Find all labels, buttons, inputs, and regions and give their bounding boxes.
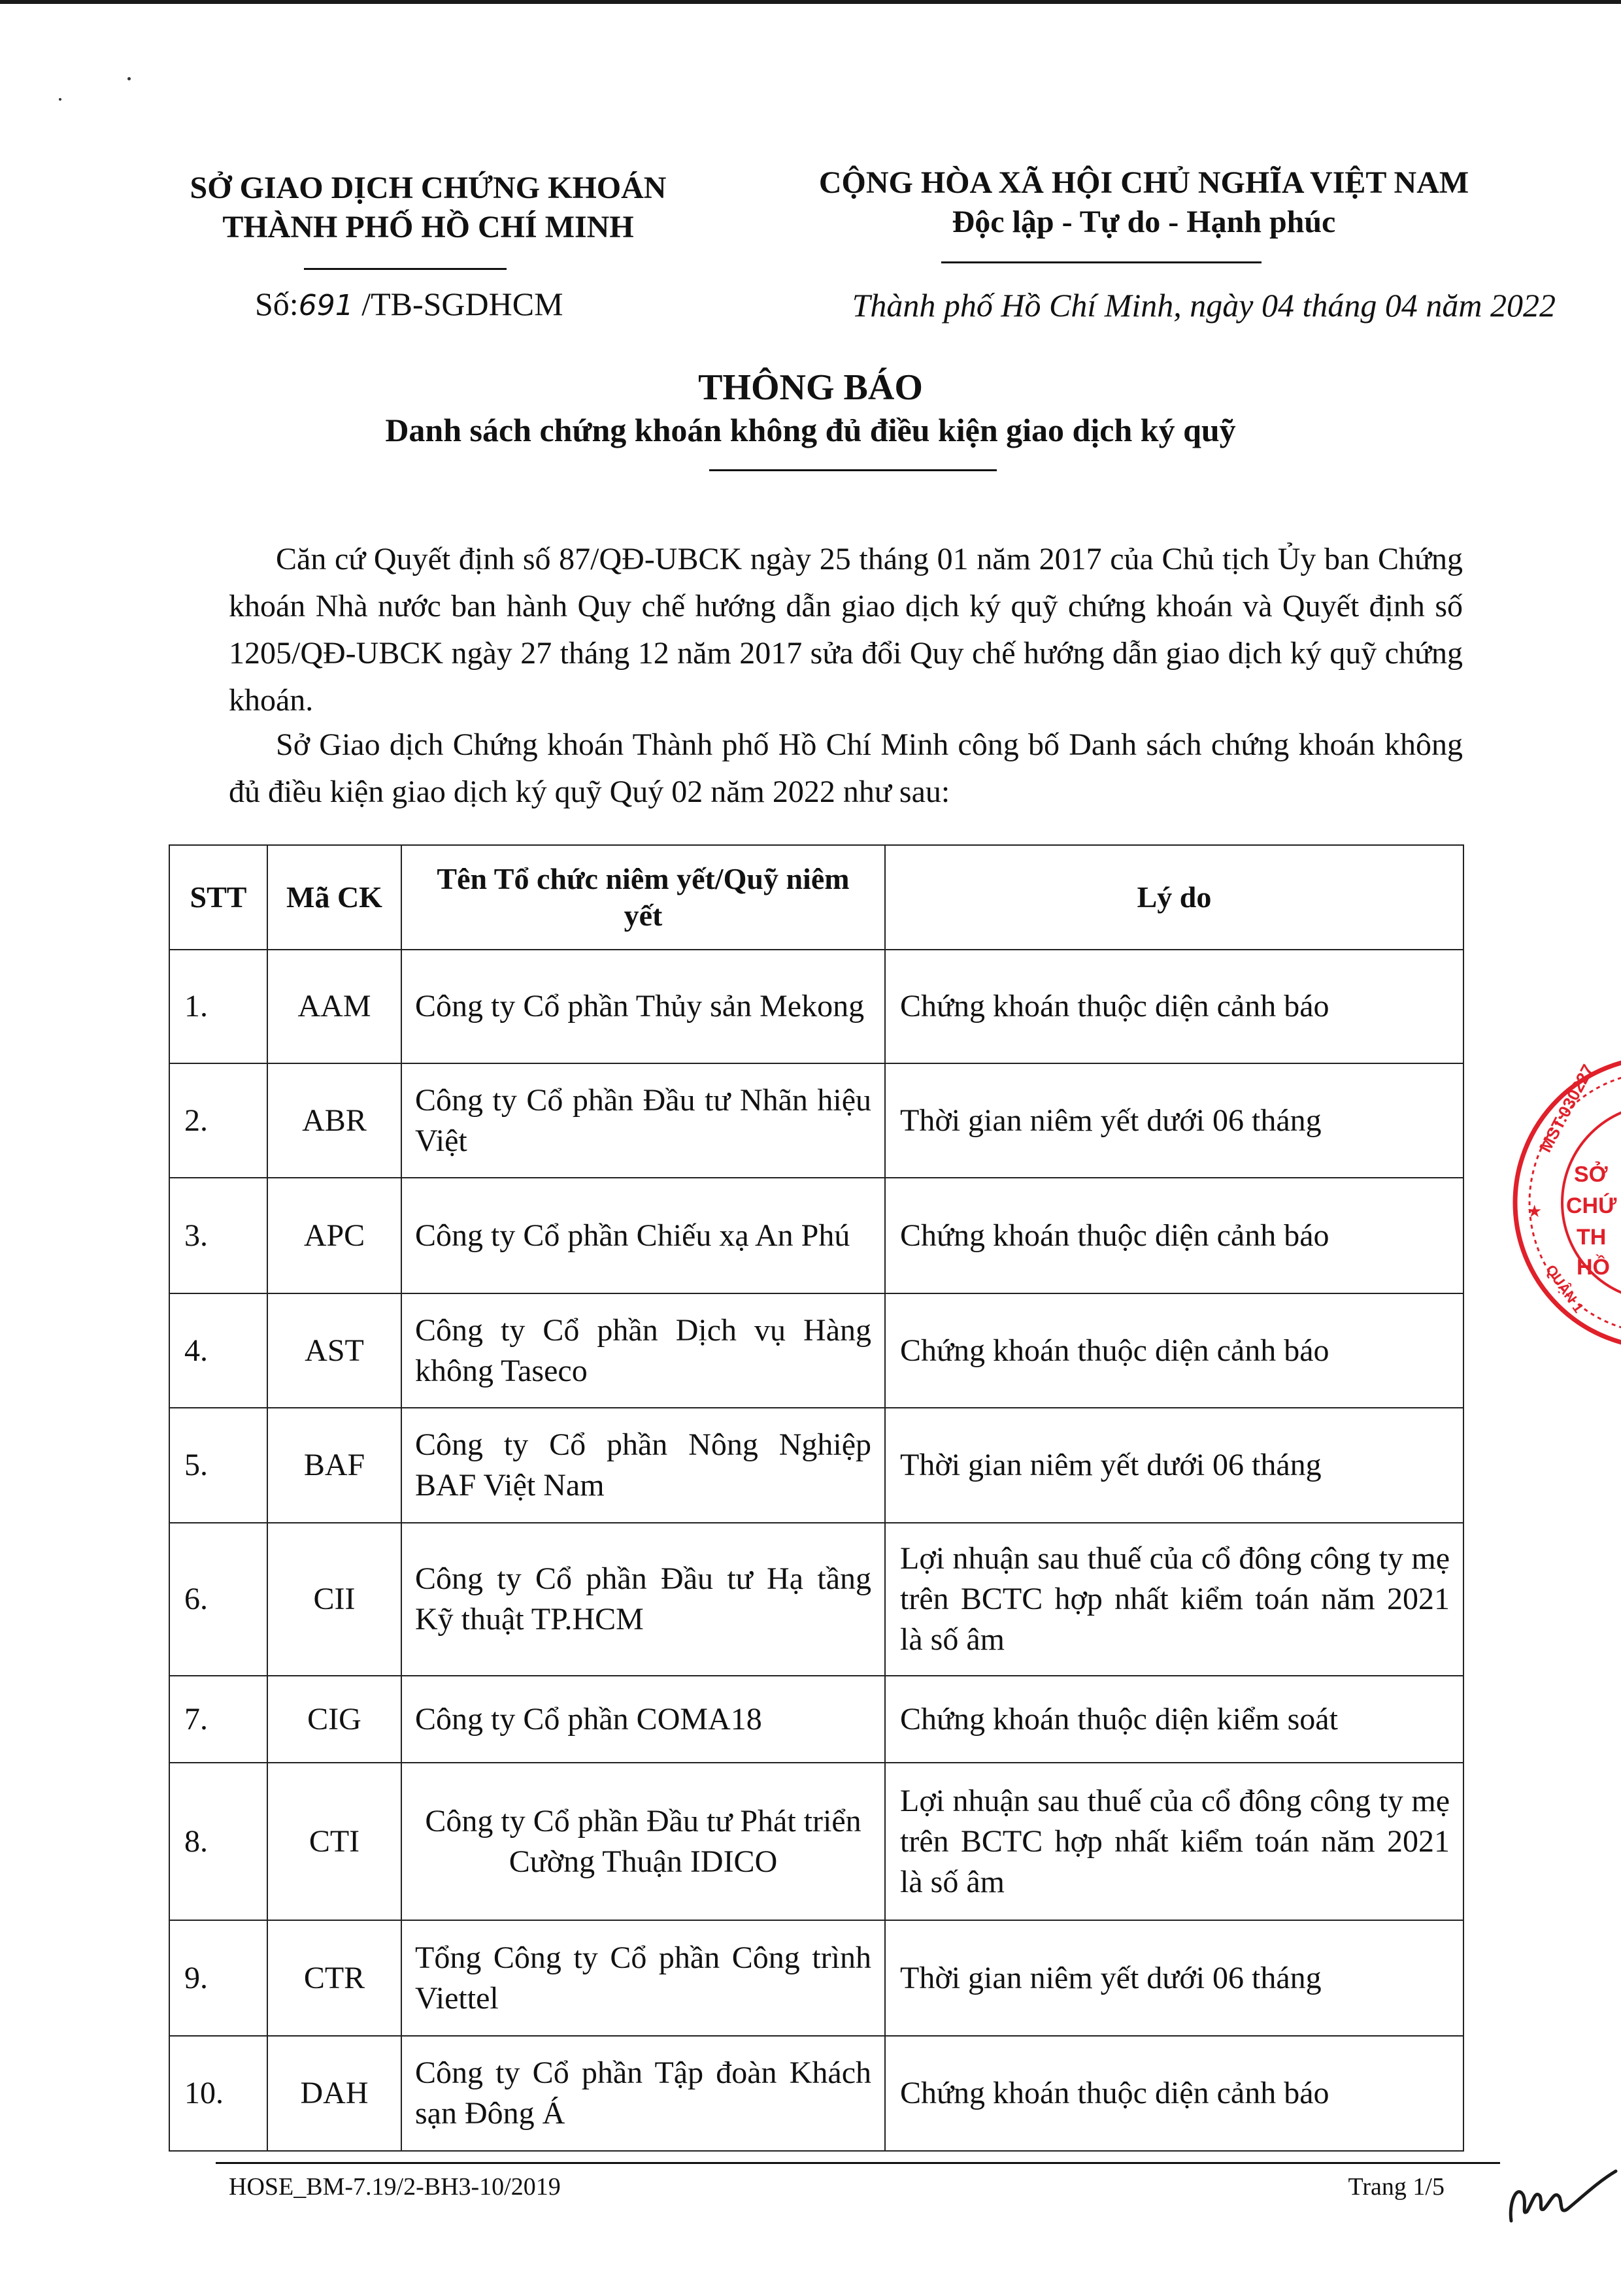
cell-stt: 7. [169, 1676, 267, 1763]
nation-line-2: Độc lập - Tự do - Hạnh phúc [952, 205, 1336, 239]
seal-inner-text-1: SỞ [1574, 1162, 1608, 1187]
table-row [169, 1920, 1463, 2036]
cell-stt: 6. [169, 1523, 267, 1676]
cell-stt: 5. [169, 1408, 267, 1523]
place-date: Thành phố Hồ Chí Minh, ngày 04 tháng 04 năm 2022 [852, 287, 1556, 324]
page-number: Trang 1/5 [1348, 2173, 1445, 2201]
body-paragraph-1-text: Căn cứ Quyết định số 87/QĐ-UBCK ngày 25 tháng 01 năm 2017 của Chủ tịch Ủy ban Chứng khoán Nhà nước ban hành Quy chế hướng dẫn giao dịch ký quỹ chứng khoán và Quyết định số 1205/QĐ-UBCK ngày 27 tháng 12 năm 2017 sửa đổi Quy chế hướng dẫn giao dịch ký quỹ chứng khoán. [229, 542, 1463, 718]
scan-speck [127, 77, 131, 80]
cell-ma-ck: AST [267, 1293, 401, 1408]
seal-district-text: QUẬN 1 [1542, 1261, 1588, 1316]
table-row [169, 2036, 1463, 2151]
cell-ma-ck: CTR [267, 1920, 401, 2036]
cell-ma-ck: BAF [267, 1408, 401, 1523]
company-seal [1503, 1046, 1621, 1359]
cell-ten: Công ty Cổ phần Đầu tư Hạ tầng Kỹ thuật TP.HCM [401, 1523, 885, 1676]
motto-underline [941, 261, 1262, 263]
document-subtitle: Danh sách chứng khoán không đủ điều kiện giao dịch ký quỹ [385, 412, 1236, 448]
cell-ma-ck: DAH [267, 2036, 401, 2151]
cell-ly-do: Chứng khoán thuộc diện cảnh báo [885, 1178, 1463, 1293]
issuer-underline [304, 268, 507, 270]
document-number [255, 284, 563, 325]
footer-rule [216, 2162, 1500, 2164]
issuer-block [150, 169, 706, 247]
cell-ten: Công ty Cổ phần Thủy sản Mekong [401, 950, 885, 1063]
cell-stt: 2. [169, 1063, 267, 1178]
title-underline [709, 469, 997, 471]
scan-top-edge [0, 0, 1621, 4]
cell-ten: Tổng Công ty Cổ phần Công trình Viettel [401, 1920, 885, 2036]
cell-ly-do: Chứng khoán thuộc diện kiểm soát [885, 1676, 1463, 1763]
header-ly-do: Lý do [885, 845, 1463, 950]
seal-inner-text-3: TH [1577, 1225, 1607, 1250]
cell-ma-ck: ABR [267, 1063, 401, 1178]
doc-number-prefix: Số: [255, 286, 299, 322]
seal-inner-text-4: HỒ [1577, 1255, 1610, 1280]
cell-ten: Công ty Cổ phần Đầu tư Phát triển Cường Thuận IDICO [401, 1763, 885, 1920]
cell-ly-do: Chứng khoán thuộc diện cảnh báo [885, 1293, 1463, 1408]
body-paragraph-2 [229, 722, 1463, 816]
cell-ly-do: Thời gian niêm yết dưới 06 tháng [885, 1408, 1463, 1523]
cell-ten: Công ty Cổ phần Chiếu xạ An Phú [401, 1178, 885, 1293]
doc-number-suffix: /TB-SGDHCM [361, 286, 563, 322]
table-row [169, 1178, 1463, 1293]
cell-ma-ck: CTI [267, 1763, 401, 1920]
cell-stt: 3. [169, 1178, 267, 1293]
seal-star-icon: ★ [1527, 1202, 1543, 1222]
table-row [169, 1676, 1463, 1763]
cell-ly-do: Lợi nhuận sau thuế của cổ đông công ty mẹ trên BCTC hợp nhất kiểm toán năm 2021 là số âm [885, 1763, 1463, 1920]
doc-number-handwritten: 691 [298, 289, 354, 322]
header-ten: Tên Tổ chức niêm yết/Quỹ niêm yết [401, 845, 885, 950]
cell-stt: 1. [169, 950, 267, 1063]
table-row [169, 1293, 1463, 1408]
cell-ly-do: Thời gian niêm yết dưới 06 tháng [885, 1920, 1463, 2036]
cell-ma-ck: CIG [267, 1676, 401, 1763]
initials-signature [1497, 2144, 1621, 2229]
cell-ly-do: Chứng khoán thuộc diện cảnh báo [885, 950, 1463, 1063]
scan-speck [59, 98, 61, 101]
table-row [169, 1763, 1463, 1920]
nation-block [784, 163, 1503, 242]
body-paragraph-2-text: Sở Giao dịch Chứng khoán Thành phố Hồ Chí Minh công bố Danh sách chứng khoán không đủ điều kiện giao dịch ký quỹ Quý 02 năm 2022 như sau: [229, 727, 1463, 809]
cell-stt: 4. [169, 1293, 267, 1408]
nation-line-1: CỘNG HÒA XÃ HỘI CHỦ NGHĨA VIỆT NAM [818, 165, 1469, 200]
cell-ly-do: Thời gian niêm yết dưới 06 tháng [885, 1063, 1463, 1178]
document-title: THÔNG BÁO [698, 367, 923, 408]
cell-stt: 8. [169, 1763, 267, 1920]
table-row [169, 1523, 1463, 1676]
body-paragraph-1 [229, 536, 1463, 724]
form-code: HOSE_BM-7.19/2-BH3-10/2019 [229, 2173, 561, 2201]
seal-inner-text-2: CHỨ [1566, 1193, 1617, 1218]
header-stt: STT [169, 845, 267, 950]
table-header-row [169, 845, 1463, 950]
cell-ma-ck: AAM [267, 950, 401, 1063]
seal-ring-text: MST:030227 [1535, 1061, 1598, 1156]
header-ma-ck: Mã CK [267, 845, 401, 950]
table-row [169, 950, 1463, 1063]
cell-ten: Công ty Cổ phần Đầu tư Nhãn hiệu Việt [401, 1063, 885, 1178]
cell-ly-do: Lợi nhuận sau thuế của cổ đông công ty mẹ trên BCTC hợp nhất kiểm toán năm 2021 là số âm [885, 1523, 1463, 1676]
cell-ten: Công ty Cổ phần Dịch vụ Hàng không Taseco [401, 1293, 885, 1408]
cell-ten: Công ty Cổ phần Tập đoàn Khách sạn Đông Á [401, 2036, 885, 2151]
issuer-line-1: SỞ GIAO DỊCH CHỨNG KHOÁN [190, 171, 667, 205]
issuer-line-2: THÀNH PHỐ HỒ CHÍ MINH [222, 210, 634, 244]
cell-ma-ck: APC [267, 1178, 401, 1293]
cell-ten: Công ty Cổ phần COMA18 [401, 1676, 885, 1763]
cell-ma-ck: CII [267, 1523, 401, 1676]
table-row [169, 1408, 1463, 1523]
securities-table [169, 844, 1464, 2152]
cell-ly-do: Chứng khoán thuộc diện cảnh báo [885, 2036, 1463, 2151]
cell-stt: 10. [169, 2036, 267, 2151]
cell-ten: Công ty Cổ phần Nông Nghiệp BAF Việt Nam [401, 1408, 885, 1523]
table-row [169, 1063, 1463, 1178]
cell-stt: 9. [169, 1920, 267, 2036]
